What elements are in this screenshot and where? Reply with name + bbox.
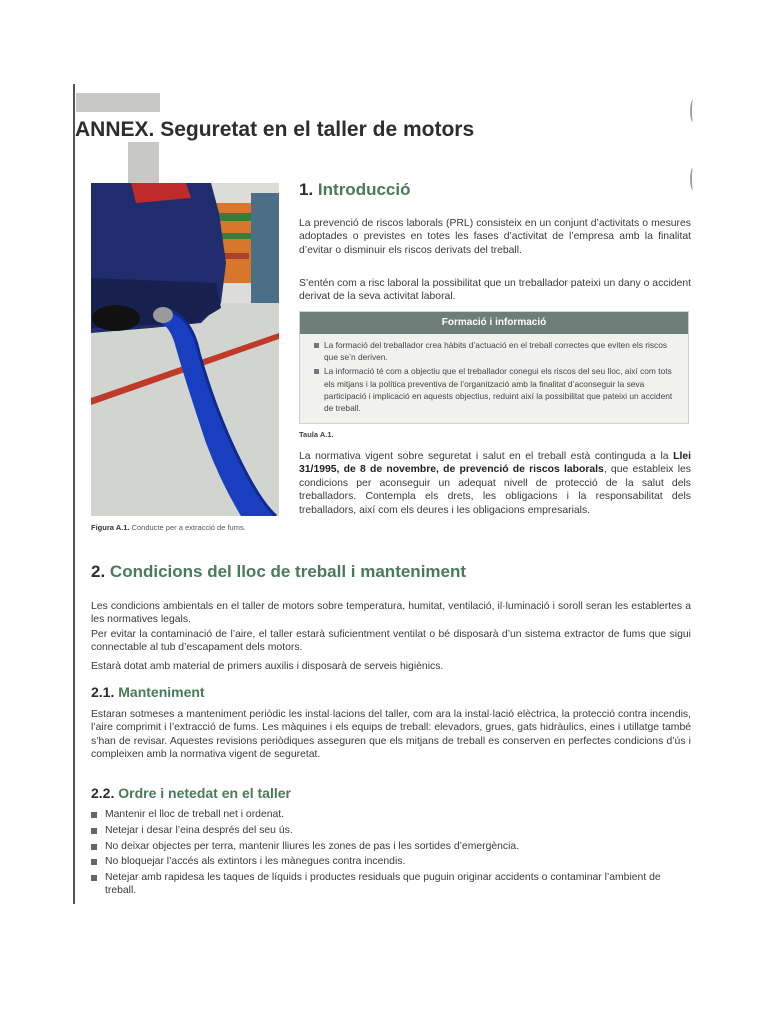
list-item: Mantenir el lloc de treball net i ordenat. [91,808,691,821]
figure-caption-text: Conducte per a extracció de fums. [131,523,246,532]
list-item: No deixar objectes per terra, mantenir lliures les zones de pas i les sortides d’emergència. [91,840,691,853]
title-text: Seguretat en el taller de motors [160,118,475,141]
page-edge-mark [690,100,696,122]
section-1-paragraph: La prevenció de riscos laborals (PRL) consisteix en un conjunt d’activitats o mesures adoptades o previstes en totes les fases d’activitat de l’empresa amb la finalitat d’evitar o disminuir els riscos derivats del treball. [299,218,691,256]
section-2-paragraph: Per evitar la contaminació de l’aire, el taller estarà suficientment ventilat o bé disposarà d’un sistema extractor de fums que sigui connectable al tub d’escapament dels motors. [91,629,691,654]
section-1-heading [299,180,410,200]
section-2-1-paragraph: Estaran sotmeses a manteniment periòdic les instal·lacions del taller, com ara la instal·lació elèctrica, la protecció contra incendis, l’aire comprimit i l’extracció de fums. Les màquines i els equips de treball: elevadors, grues, gats hidràulics, eines i utillatge també s’han de revisar. Aquestes revisions periòdiques asseguren que els mitjans de treball es conserven en perfectes condicions d’ús i compleixen amb la normativa vigent de seguretat. [91,709,691,761]
section-2-heading [91,562,466,582]
info-box-item: La informació té com a objectiu que el treballador conegui els riscos del seu lloc, així com tots els mitjans i la política preventiva de l’organització amb la finalitat d’aconseguir la seva participació i implicació en aquests objectius, reduint així la possibilitat que pateixi un accident de treball. [314,365,678,414]
section-2-1-heading [91,684,205,700]
section-1-paragraph [299,450,691,517]
info-box-list [300,334,688,414]
section-2-1-title: Manteniment [118,684,205,700]
section-2-title: Condicions del lloc de treball i manteniment [109,562,467,581]
title-prefix: ANNEX. [75,118,155,141]
figure-caption [91,523,246,532]
header-decor-block [76,93,160,112]
margin-rule [73,84,75,904]
list-item: Netejar i desar l’eina després del seu ús. [91,824,691,837]
page-edge-mark [690,168,696,190]
info-box-item: La formació del treballador crea hàbits d’actuació en el treball correctes que eviten els riscos que se’n deriven. [314,339,678,363]
law-reference: Llei 31/1995, de 8 de novembre, de prevenció de riscos laborals [299,451,691,476]
exhaust-hose-photo [91,183,279,516]
section-2-paragraph: Estarà dotat amb material de primers auxilis i disposarà de serveis higiènics. [91,661,444,672]
section-1-paragraph: S’entén com a risc laboral la possibilitat que un treballador pateixi un dany o accident derivat de la seva activitat laboral. [299,278,691,303]
section-2-paragraph: Les condicions ambientals en el taller de motors sobre temperatura, humitat, ventilació, il·luminació i soroll seran les establertes a les normatives legals. [91,601,691,626]
section-2-2-title: Ordre i netedat en el taller [118,785,291,801]
info-box-title: Formació i informació [300,312,688,334]
section-2-1-number: 2.1. [91,684,115,700]
header-decor-block-side [128,142,159,184]
section-2-number: 2. [91,562,106,581]
section-1-title: Introducció [317,180,411,199]
section-2-2-heading [91,785,291,801]
cleaning-rules-list [91,808,691,900]
law-description: , que estableix les condicions per aconseguir un adequat nivell de protecció de la salut dels treballadors. Contempla els drets, les obligacions i la responsabilitat dels treballadors, així com els deures i les obligacions empresarials. [299,464,691,516]
list-item: Netejar amb rapidesa les taques de líquids i productes residuals que puguin originar accidents o contaminar l’ambient de treball. [91,871,691,897]
list-item: No bloquejar l’accés als extintors i les mànegues contra incendis. [91,855,691,868]
page-title [75,118,474,142]
law-intro: La normativa vigent sobre seguretat i salut en el treball està continguda a la [299,451,674,462]
table-caption: Taula A.1. [299,430,334,439]
figure-caption-label: Figura A.1. [91,523,130,532]
info-box [299,311,689,424]
section-1-number: 1. [299,180,314,199]
section-2-2-number: 2.2. [91,785,115,801]
